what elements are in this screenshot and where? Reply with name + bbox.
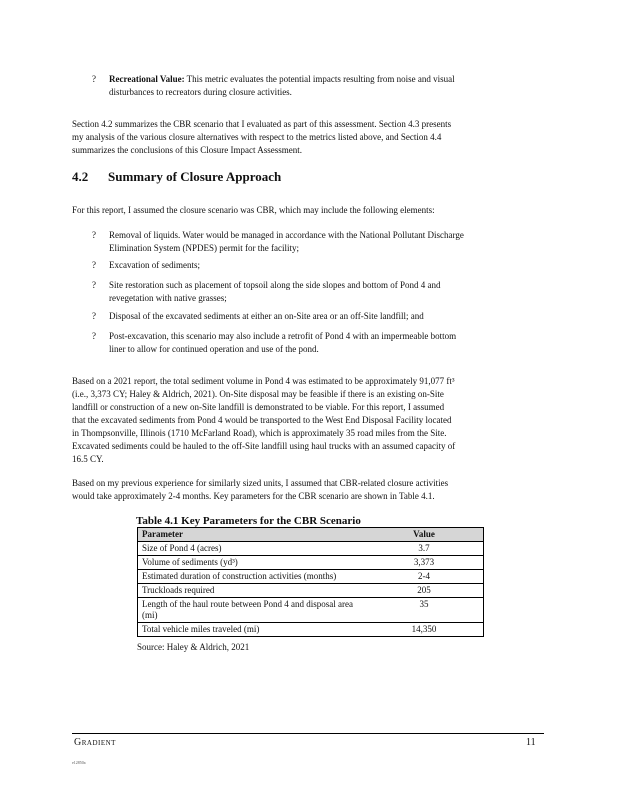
- text-line: Elimination System (NPDES) permit for the facility;: [109, 243, 299, 253]
- recreational-value-label: Recreational Value:: [109, 74, 185, 84]
- text-line: Site restoration such as placement of topsoil along the side slopes and bottom of Pond 4 and: [109, 280, 441, 290]
- table-caption: Table 4.1 Key Parameters for the CBR Scenario: [136, 515, 361, 527]
- text-line: in Thompsonville, Illinois (1710 McFarland Road), which is approximately 35 road miles from the Site.: [72, 428, 447, 438]
- text-line: 16.5 CY.: [72, 454, 104, 464]
- section-title: Summary of Closure Approach: [108, 169, 282, 184]
- bullet-marker: ?: [92, 260, 96, 270]
- section-number: 4.2: [72, 169, 89, 184]
- element-item-excavation: [109, 259, 544, 272]
- text-line: revegetation with native grasses;: [109, 293, 227, 303]
- table-source-note: Source: Haley & Aldrich, 2021: [137, 642, 250, 652]
- table-cell-value: 35: [365, 598, 484, 623]
- text-line: liner to allow for continued operation and use of the pond.: [109, 344, 319, 354]
- document-code: e12850a: [72, 760, 86, 765]
- column-header-value: Value: [365, 528, 484, 542]
- text-line: Section 4.2 summarizes the CBR scenario that I evaluated as part of this assessment. Section 4.3 presents: [72, 119, 452, 129]
- table-row: [138, 556, 484, 570]
- table-cell-parameter: Length of the haul route between Pond 4 and disposal area (mi): [138, 598, 366, 623]
- text-line: Post-excavation, this scenario may also include a retrofit of Pond 4 with an impermeable bottom: [109, 331, 457, 341]
- element-item-restoration: [109, 279, 544, 305]
- table-cell-parameter: Estimated duration of construction activities (months): [138, 570, 366, 584]
- element-item-post-excavation: [109, 330, 544, 356]
- text-line: Removal of liquids. Water would be managed in accordance with the National Pollutant Discharge: [109, 230, 464, 240]
- table-row: [138, 542, 484, 556]
- text-line: summarizes the conclusions of this Closure Impact Assessment.: [72, 145, 302, 155]
- table-row: [138, 598, 484, 623]
- bullet-marker: ?: [92, 331, 96, 341]
- section-heading: [72, 169, 281, 185]
- text-line: (i.e., 3,373 CY; Haley & Aldrich, 2021). On-Site disposal may be feasible if there is an existing on-Site: [72, 389, 444, 399]
- parameters-table: [137, 527, 484, 637]
- bullet-marker: ?: [92, 311, 96, 321]
- table-cell-parameter: Volume of sediments (yd³): [138, 556, 366, 570]
- table-row: [138, 570, 484, 584]
- text-line: Based on my previous experience for similarly sized units, I assumed that CBR-related closure activities: [72, 478, 449, 488]
- text-line: my analysis of the various closure alternatives with respect to the metrics listed above, and Section 4.4: [72, 132, 442, 142]
- bullet-marker: ?: [92, 74, 96, 84]
- table-row: [138, 584, 484, 598]
- section-intro-paragraph: [72, 118, 544, 157]
- recreational-value-text-2: disturbances to recreators during closure activities.: [109, 87, 292, 97]
- table-cell-value: 3.7: [365, 542, 484, 556]
- text-line: landfill or construction of a new on-Site landfill is demonstrated to be viable. For this report, I assumed: [72, 402, 445, 412]
- text-line: Excavation of sediments;: [109, 260, 200, 270]
- table-cell-parameter: Truckloads required: [138, 584, 366, 598]
- column-header-parameter: Parameter: [138, 528, 366, 542]
- text-line: would take approximately 2-4 months. Key parameters for the CBR scenario are shown in Table 4.1.: [72, 491, 435, 501]
- bullet-marker: ?: [92, 230, 96, 240]
- experience-paragraph: [72, 477, 544, 503]
- text-line: Disposal of the excavated sediments at either an on-Site area or an off-Site landfill; and: [109, 311, 424, 321]
- page-number: 11: [526, 737, 536, 748]
- table-row: [138, 623, 484, 637]
- footer-divider: [72, 733, 544, 734]
- element-item-disposal: [109, 310, 544, 323]
- table-cell-value: 3,373: [365, 556, 484, 570]
- table-cell-value: 205: [365, 584, 484, 598]
- table-header-row: [138, 528, 484, 542]
- sediment-volume-paragraph: [72, 375, 544, 466]
- text-line: Excavated sediments could be hauled to the off-Site landfill using haul trucks with an assumed capacity of: [72, 441, 456, 451]
- table-cell-value: 14,350: [365, 623, 484, 637]
- table-cell-parameter: Total vehicle miles traveled (mi): [138, 623, 366, 637]
- text-line: For this report, I assumed the closure scenario was CBR, which may include the following elements:: [72, 205, 435, 215]
- text-line: that the excavated sediments from Pond 4 would be transported to the West End Disposal Facility located: [72, 415, 452, 425]
- recreational-value-item: [109, 73, 544, 99]
- text-line: Based on a 2021 report, the total sediment volume in Pond 4 was estimated to be approximately 91,077 ft³: [72, 376, 455, 386]
- elements-intro: [72, 204, 544, 217]
- element-item-removal: [109, 229, 544, 255]
- recreational-value-text: This metric evaluates the potential impacts resulting from noise and visual: [186, 74, 455, 84]
- footer-logo: Gradient: [74, 737, 116, 748]
- bullet-marker: ?: [92, 280, 96, 290]
- table-cell-value: 2-4: [365, 570, 484, 584]
- table-cell-parameter: Size of Pond 4 (acres): [138, 542, 366, 556]
